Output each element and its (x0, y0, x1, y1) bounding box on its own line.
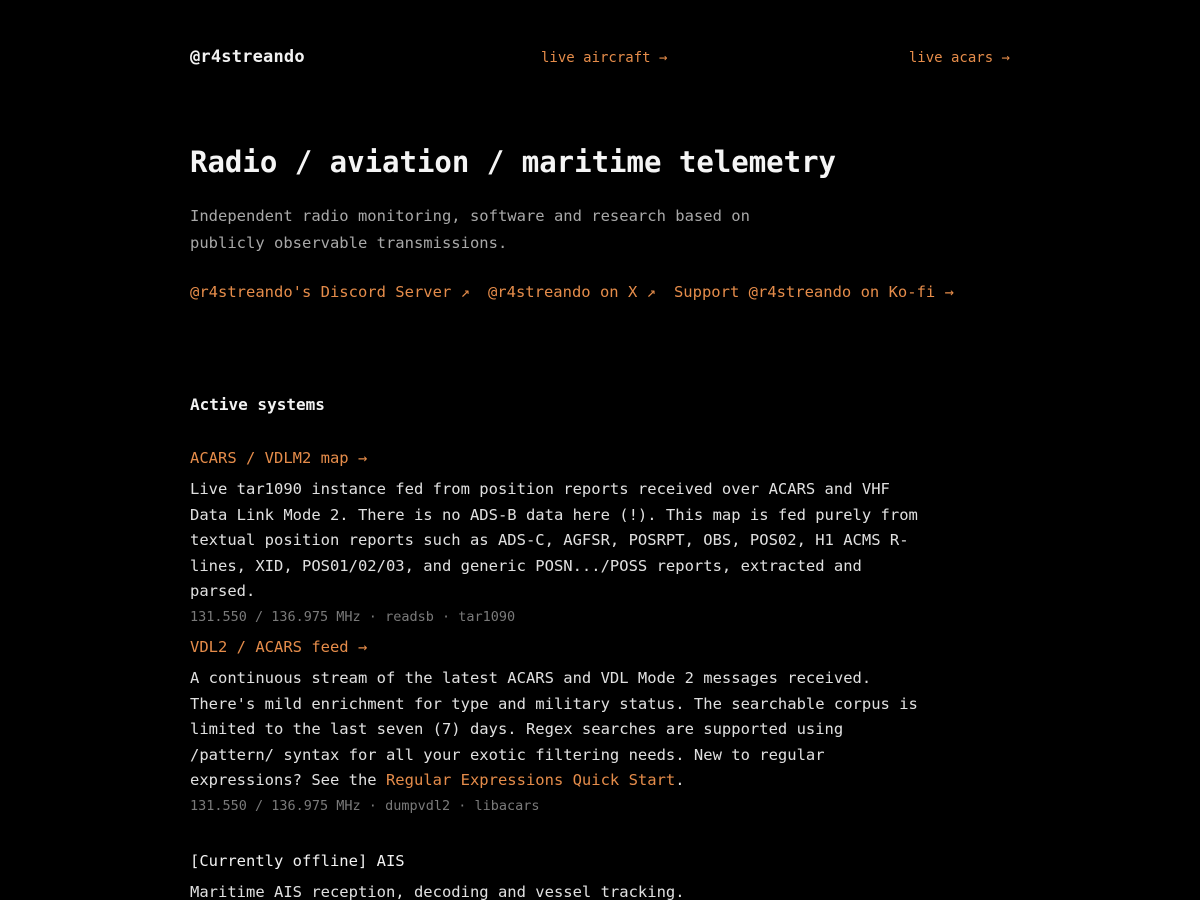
site-brand[interactable]: @r4streando (190, 47, 305, 67)
system-item-vdl2-feed (190, 638, 930, 814)
kofi-support-link[interactable]: Support @r4streando on Ko-fi → (673, 283, 954, 301)
top-navigation (190, 47, 1010, 71)
acars-vdlm2-map-link[interactable]: ACARS / VDLM2 map → (190, 449, 368, 467)
social-links (190, 283, 972, 301)
ais-description: Maritime AIS reception, decoding and vessel tracking. (190, 883, 685, 900)
system-item-ais (190, 852, 930, 900)
nav-live-aircraft-link[interactable]: live aircraft → (541, 50, 668, 66)
vdl2-feed-description-text: A continuous stream of the latest ACARS and VDL Mode 2 messages received. There's mild enrichment for type and military status. The searchable corpus is limited to the last seven (7) days. Regex searches are supported using /pattern/ syntax for all your exotic filtering needs. New to regular expressions? See the (190, 669, 918, 789)
vdl2-feed-description (190, 666, 930, 794)
page-subtitle: Independent radio monitoring, software and research based on publicly observable transmissions. (190, 207, 750, 252)
regex-quick-start-link[interactable]: Regular Expressions Quick Start (385, 771, 676, 789)
vdl2-feed-description-end: . (675, 771, 685, 789)
discord-server-link[interactable]: @r4streando's Discord Server ↗ (190, 283, 470, 301)
acars-map-meta: 131.550 / 136.975 MHz · readsb · tar1090 (190, 608, 516, 625)
active-systems-heading: Active systems (190, 395, 325, 414)
acars-map-description: Live tar1090 instance fed from position reports received over ACARS and VHF Data Link Mode 2. There is no ADS-B data here (!). This map is fed purely from textual position reports such as ADS-C, AGFSR, POSRPT, OBS, POS02, H1 ACMS R-lines, XID, POS01/02/03, and generic POSN.../POSS reports, extracted and parsed. (190, 480, 918, 600)
vdl2-acars-feed-link[interactable]: VDL2 / ACARS feed → (190, 638, 368, 656)
x-profile-link[interactable]: @r4streando on X ↗ (487, 283, 656, 301)
ais-offline-title: [Currently offline] AIS (190, 852, 405, 870)
vdl2-feed-meta: 131.550 / 136.975 MHz · dumpvdl2 · libacars (190, 797, 540, 814)
nav-live-acars-link[interactable]: live acars → (908, 50, 1010, 66)
system-item-acars-map (190, 449, 930, 625)
page-title: Radio / aviation / maritime telemetry (190, 145, 837, 179)
